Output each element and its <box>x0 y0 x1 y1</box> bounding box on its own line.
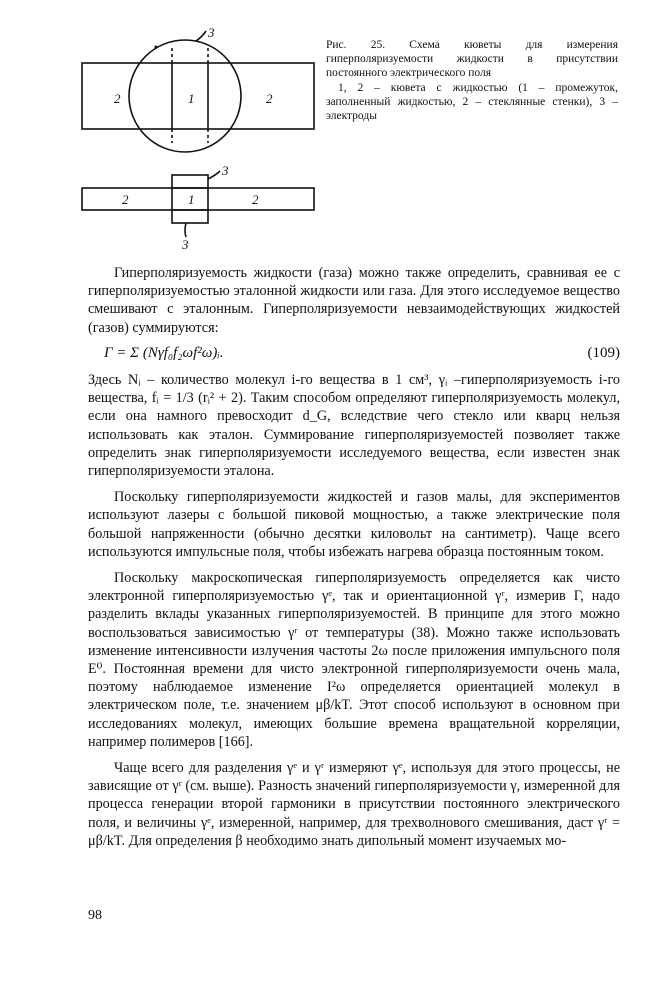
label-side-center: 1 <box>188 192 195 207</box>
label-side-left: 2 <box>122 192 129 207</box>
paragraph-3: Поскольку гиперполяризуемости жидкостей и газов малы, для экспериментов используют лазеры с большой пиковой мощностью, а также электрические поля большой напряженности (обычно десятки киловольт на сантиметр). Чаще всего используются импульсные поля, чтобы избежать нагрева образца постоянным током. <box>88 489 620 560</box>
paragraph-1: Гиперполяризуемость жидкости (газа) можно также определить, сравнивая ее с гиперполяризуемостью эталонной жидкости или газа. Для этого исследуемое вещество смешивают с эталонным. Гиперполяризуемости невзаимодействующих жидкостей (газов) суммируются: <box>88 265 620 336</box>
side-electrode-top <box>172 175 208 188</box>
figure-caption <box>326 38 618 123</box>
label-top-left: 2 <box>114 91 121 106</box>
page-body <box>88 264 620 850</box>
electrode-leader-top <box>196 31 206 41</box>
electrode-circle <box>129 40 241 152</box>
cuvette-diagram <box>78 25 318 255</box>
caption-legend: 1, 2 – кювета с жидкостью (1 – промежуток, заполненный жидкостью, 2 – стеклянные стенки), 3 – электроды <box>326 82 618 122</box>
formula-number: (109) <box>587 344 620 361</box>
formula-109 <box>104 344 620 362</box>
label-side-electrode-top: 3 <box>222 163 229 178</box>
paragraph-4: Поскольку макроскопическая гиперполяризуемость определяется как чисто электронной гиперполяризуемостью γᵉ, так и ориентационной γʳ, измерив Γ, надо разделить вклады указанных гиперполяризуемостей. В принципе для этого можно воспользоваться зависимостью γʳ от температуры (38). Можно также использовать изменение интенсивности излучения частоты 2ω после приложения импульсного поля E⁰. Постоянная времени для чисто электронной гиперполяризуемости очень мала, поэтому наблюдаемое изменение I²ω определяется ориентацией молекул в электрическом поле, т.е. значением μβ/kT. Этот способ используют в основном при исследованиях молекул, имеющих большие времена вращательной корреляции, например полимеров [166]. <box>88 570 620 750</box>
paragraph-5: Чаще всего для разделения γᵉ и γʳ измеряют γᵉ, используя для этого процессы, не зависящие от γʳ (см. выше). Разность значений гиперполяризуемости γ, измеренной для процесса генерации второй гармоники в присутствии постоянного электрического поля, и величины γᵉ, измеренной, например, для трехволнового смешивания, даст γʳ = μβ/kT. Для определения β необходимо знать дипольный момент изучаемых мо- <box>88 760 620 849</box>
cuvette-figure <box>78 25 318 255</box>
label-electrode-top: 3 <box>208 25 215 40</box>
label-side-electrode-bottom: 3 <box>182 237 189 252</box>
paragraph-2: Здесь Nᵢ – количество молекул i-го вещества в 1 см³, γᵢ –гиперполяризуемость i-го вещества, fᵢ = 1/3 (rᵢ² + 2). Таким способом определяют гиперполяризуемость молекул, если она намного превосходит d_G, вследствие чего стекло или кварц нельзя использовать как эталон. Суммирование гиперполяризуемостей позволяет также определить знак гиперполяризуемости исследуемого вещества, если известен знак гиперполяризуемости эталона. <box>88 372 620 480</box>
label-top-right: 2 <box>266 91 273 106</box>
label-top-center: 1 <box>188 91 195 106</box>
caption-title: Рис. 25. Схема кюветы для измерения гиперполяризуемости жидкости в присутствии постоянного электрического поля <box>326 39 618 79</box>
side-electrode-bottom <box>172 210 208 223</box>
formula-expression: Γ = Σ (Nγf₀f₂ωf²ω)ᵢ. <box>104 344 224 361</box>
page-number: 98 <box>88 908 102 923</box>
cuvette-side-view-body <box>82 188 314 210</box>
label-side-right: 2 <box>252 192 259 207</box>
